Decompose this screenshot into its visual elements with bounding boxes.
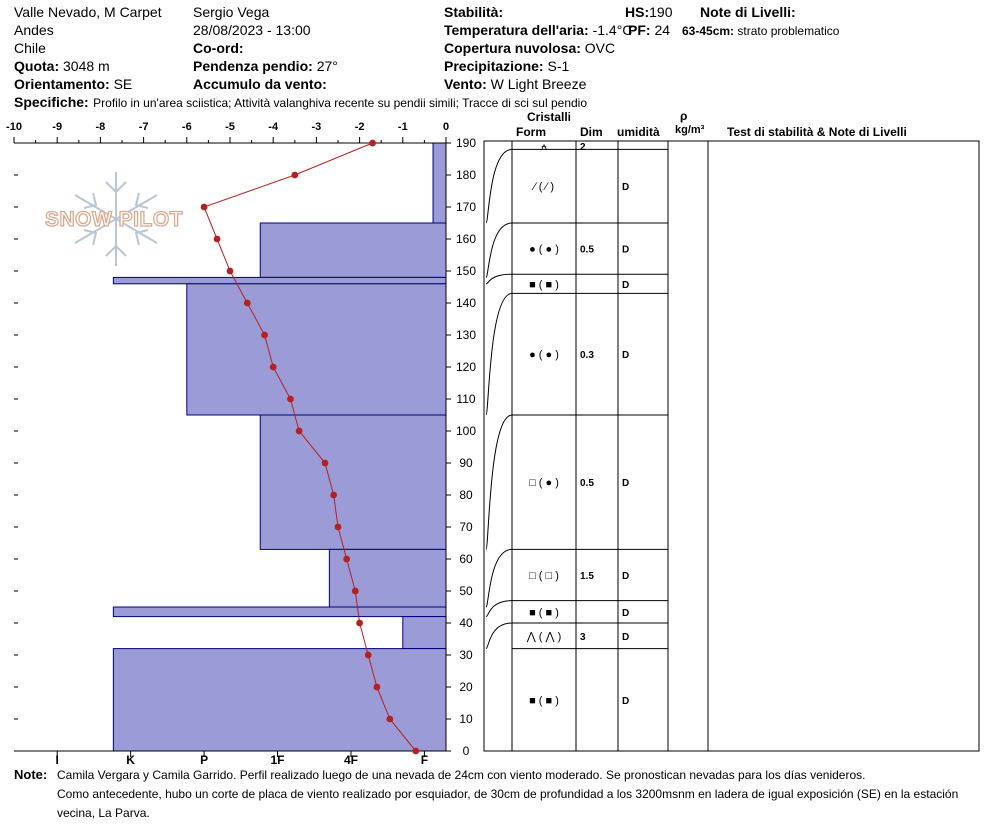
sky-value: OVC [584,40,616,56]
height-tick-label: 160 [455,232,477,246]
aspect-label: Orientamento: [14,76,110,92]
height-tick-label: 180 [455,168,477,182]
density-unit-header: kg/m³ [675,124,705,136]
aspect-value: SE [113,76,133,92]
layer-connector-3 [486,274,512,284]
layer-connector-5 [486,415,512,549]
pen-value: 24 [654,22,671,38]
wind-label: Vento: [444,76,487,92]
layer-note-range: 63-45cm: [682,24,735,38]
layer-moisture: D [622,571,630,582]
height-tick-label: 100 [455,424,477,438]
layer-connector-6 [486,549,512,607]
height-tick-label: 40 [459,616,473,630]
height-tick-label: 30 [459,648,473,662]
hardness-bar-8 [113,649,446,751]
layer-moisture: D [622,695,630,707]
layer-size: 3 [580,631,586,643]
form-header: Form [516,125,546,139]
layer-connector-4 [486,293,512,415]
temp-tick-label: 0 [442,121,450,133]
hardness-tick-label: 4F [343,753,358,767]
height-tick-label: 150 [455,264,477,278]
temperature-point [291,172,298,179]
temp-tick-label: -5 [225,121,235,133]
temperature-point [214,236,221,243]
hardness-profile [113,143,446,751]
layer-form: ● ( ● ) [529,349,559,362]
temp-tick-label: -10 [6,121,22,133]
notes-line-3: vecina, La Parva. [57,806,150,820]
location-name: Valle Nevado, M Carpet [14,4,162,20]
layer-size: 1.5 [580,571,594,582]
temperature-point [352,588,359,595]
coords-label: Co-ord: [193,40,244,56]
observer: Sergio Vega [193,4,270,20]
hardness-bar-6 [113,607,446,617]
notes-label: Note: [14,767,48,782]
air-temp-label: Temperatura dell'aria: [444,22,589,38]
air-temp-value: -1.4°C [592,22,633,38]
temperature-point [386,716,393,723]
temp-tick-label: -7 [138,121,149,133]
temperature-point [244,300,251,307]
layer-moisture: D [622,631,630,643]
temperature-point [412,748,419,755]
temp-tick-label: -6 [181,121,192,133]
height-tick-label: 70 [459,520,473,534]
layer-form: ∕ ( ∕ ) [533,181,555,194]
crystals-header: Cristalli [527,110,572,124]
temp-tick-label: -2 [354,121,365,133]
height-tick-label: 190 [455,136,477,150]
hardness-tick-label: K [126,753,135,767]
layer-moisture: D [622,478,630,490]
height-tick-label: 140 [455,296,477,310]
hardness-tick-label: 1F [270,753,285,767]
stability-notes-header: Test di stabilità & Note di Livelli [727,125,907,139]
notes-line-2: Como antecedente, hubo un corte de placa de viento realizado por esquiador, de 30cm de profundidad a los 3200msnm en ladera de igual exposición (SE) en la estación [57,787,959,801]
temperature-point [322,460,329,467]
temp-tick-label: -8 [95,121,106,133]
layer-form: □ ( ● ) [529,477,559,490]
temperature-point [369,140,376,147]
elevation-label: Quota: [14,58,60,74]
hardness-bar-3 [187,284,446,415]
mountain-range: Andes [14,22,54,38]
temp-tick-label: -9 [52,121,63,133]
layer-moisture: D [622,607,630,619]
size-header: Dim [580,125,603,139]
moisture-header: umidità [617,125,660,139]
snowpilot-logo [45,172,183,266]
layer-notes-label: Note di Livelli: [700,4,796,20]
layer-form: ■ ( ■ ) [529,606,559,619]
precip-value: S-1 [547,58,570,74]
temperature-point [356,620,363,627]
hardness-bar-2 [113,277,446,283]
height-tick-label: 130 [455,328,477,342]
slope-value: 27° [316,58,338,74]
rho-header: ρ [680,109,688,123]
height-tick-label: 50 [459,584,473,598]
height-tick-label: 0 [462,744,470,758]
temperature-point [201,204,208,211]
hardness-tick-label: P [200,753,209,767]
temperature-point [296,428,303,435]
layer-connector-8 [486,623,512,649]
pen-label: PF: [628,22,651,38]
height-tick-label: 10 [459,712,473,726]
hs-label: HS: [625,4,650,20]
layer-size: 0.5 [580,244,594,256]
temperature-point [227,268,234,275]
layer-note-text: strato problematico [737,24,840,38]
layer-size: 2 [580,142,586,154]
wind-loading-label: Accumulo da vento: [193,76,327,92]
sky-label: Copertura nuvolosa: [444,40,581,56]
temperature-point [373,684,380,691]
layer-connector-7 [486,601,512,617]
hardness-tick-label: I [55,753,59,767]
layer-moisture: D [622,279,630,291]
height-tick-label: 60 [459,552,473,566]
slope-label: Pendenza pendio: [193,58,313,74]
hardness-bar-4 [260,415,446,549]
precip-label: Precipitazione: [444,58,544,74]
height-tick-label: 20 [459,680,473,694]
height-tick-label: 170 [455,200,477,214]
hardness-bar-0 [433,143,446,223]
layer-size: 0.5 [580,478,594,490]
height-tick-label: 110 [456,392,476,406]
layer-form: ■ ( ■ ) [529,694,559,707]
table-frame [484,141,979,751]
layer-form: ■ ( ■ ) [529,278,559,291]
hardness-bar-1 [260,223,446,277]
hardness-tick-label: F [420,753,429,767]
elevation-value: 3048 m [63,58,110,74]
notes-line-1: Camila Vergara y Camila Garrido. Perfil realizado luego de una nevada de 24cm con viento moderado. Se pronostican nevadas para los días venideros. [57,768,866,782]
height-tick-label: 120 [455,360,477,374]
temp-tick-label: -4 [268,121,279,133]
temp-tick-label: -3 [311,121,322,133]
temperature-point [287,396,294,403]
layer-form: ● ( ● ) [529,243,559,256]
wind-value: W Light Breeze [490,76,587,92]
stability-label: Stabilità: [444,4,504,20]
hardness-bar-7 [403,617,446,649]
layer-moisture: D [622,350,630,362]
country: Chile [14,40,46,56]
temperature-point [335,524,342,531]
specifics-label: Specifiche: [14,94,89,110]
hs-value: 190 [649,4,673,20]
layer-table [484,141,979,751]
layer-size: 0.3 [580,350,594,362]
layer-moisture: D [622,182,630,194]
layer-connector-2 [486,223,512,277]
temp-tick-label: -1 [397,121,408,133]
layer-moisture: D [622,244,630,256]
height-tick-label: 80 [459,488,473,502]
temperature-point [343,556,350,563]
observation-datetime: 28/08/2023 - 13:00 [193,22,311,38]
logo-text: SNOW PILOT [45,208,183,231]
specifics-value: Profilo in un'area sciistica; Attività valanghiva recente su pendii simili; Tracce di sci sul pendio [93,96,588,110]
layer-connector-1 [486,149,512,223]
layer-form: ⍲ [540,141,548,154]
temperature-point [365,652,372,659]
temperature-point [261,332,268,339]
temperature-point [270,364,277,371]
temperature-point [330,492,337,499]
layer-form: □ ( □ ) [529,570,559,582]
layer-form: ⋀ ( ⋀ ) [526,630,562,643]
height-tick-label: 90 [459,456,473,470]
